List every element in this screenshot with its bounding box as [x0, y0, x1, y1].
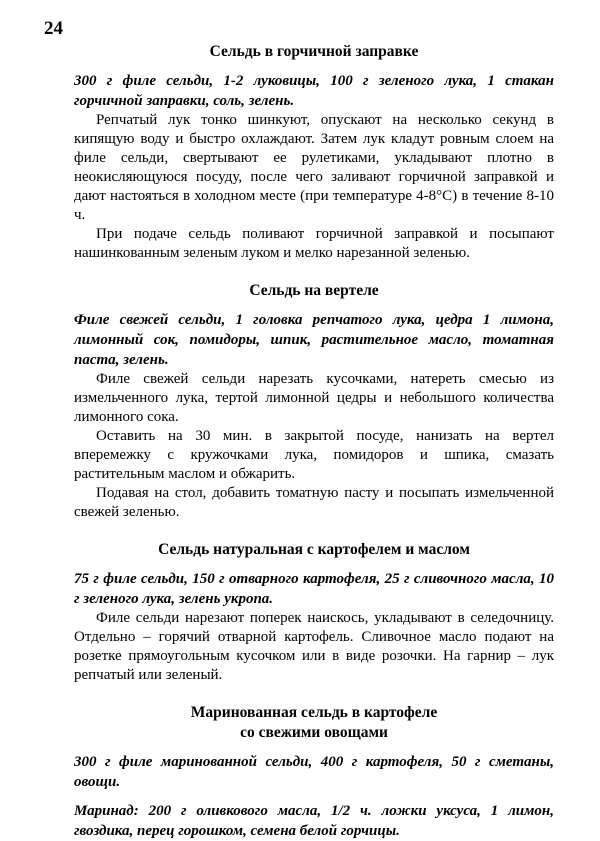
recipe-title-line-1: Маринованная сельдь в картофеле [190, 704, 438, 721]
recipe-title: Сельдь на вертеле [249, 282, 379, 299]
recipe-section-herring-potato-butter [74, 540, 554, 685]
recipe-ingredients: 300 г филе сельди, 1-2 луковицы, 100 г зеленого лука, 1 стакан горчичной заправки, соль, зелень. [74, 73, 554, 109]
recipe-paragraph: Репчатый лук тонко шинкуют, опускают на несколько секунд в кипящую воду и быстро охлаждают. Затем лук кладут ровным слоем на филе сельди, свертывают ее рулетиками, укладывают плотно в неокисляющуюся посуду, после чего заливают горчичной заправкой и дают настояться в холодном месте (при температуре 4-8°С) в течение 8-10 ч. [74, 112, 554, 223]
recipe-paragraph: Оставить на 30 мин. в закрытой посуде, нанизать на вертел вперемежку с кружочками лука, помидоров и шпика, смазать растительным маслом и обжарить. [74, 428, 554, 482]
recipe-marinade: Маринад: 200 г оливкового масла, 1/2 ч. ложки уксуса, 1 лимон, гвоздика, перец горошком, семена белой горчицы. [74, 803, 554, 839]
recipe-title: Сельдь в горчичной заправке [209, 43, 419, 60]
recipe-ingredients: 300 г филе маринованной сельди, 400 г картофеля, 50 г сметаны, овощи. [74, 754, 554, 790]
recipe-title-line-2: со свежими овощами [240, 724, 388, 741]
recipe-section-marinated-herring [74, 703, 554, 841]
recipe-ingredients: Филе свежей сельди, 1 головка репчатого лука, цедра 1 лимона, лимонный сок, помидоры, шпик, растительное масло, томатная паста, зелень. [74, 312, 554, 368]
recipe-ingredients: 75 г филе сельди, 150 г отварного картофеля, 25 г сливочного масла, 10 г зеленого лука, зелень укропа. [74, 571, 554, 607]
recipe-paragraph: Подавая на стол, добавить томатную пасту и посыпать измельченной свежей зеленью. [74, 485, 554, 520]
recipe-title: Сельдь натуральная с картофелем и маслом [158, 541, 470, 558]
recipe-section-mustard-herring [74, 42, 554, 263]
page-content [74, 42, 554, 841]
page-number: 24 [44, 18, 63, 39]
recipe-paragraph: При подаче сельдь поливают горчичной заправкой и посыпают нашинкованным зеленым луком и мелко нарезанной зеленью. [74, 226, 554, 261]
recipe-section-herring-skewer [74, 281, 554, 522]
recipe-paragraph: Филе сельди нарезают поперек наискось, укладывают в селедочницу. Отдельно – горячий отварной картофель. Сливочное масло подают на розетке прямоугольным кусочком или в виде розочки. На гарнир – лук репчатый или зеленый. [74, 610, 554, 683]
recipe-paragraph: Филе свежей сельди нарезать кусочками, натереть смесью из измельченного лука, тертой лимонной цедры и небольшого количества лимонного сока. [74, 371, 554, 425]
